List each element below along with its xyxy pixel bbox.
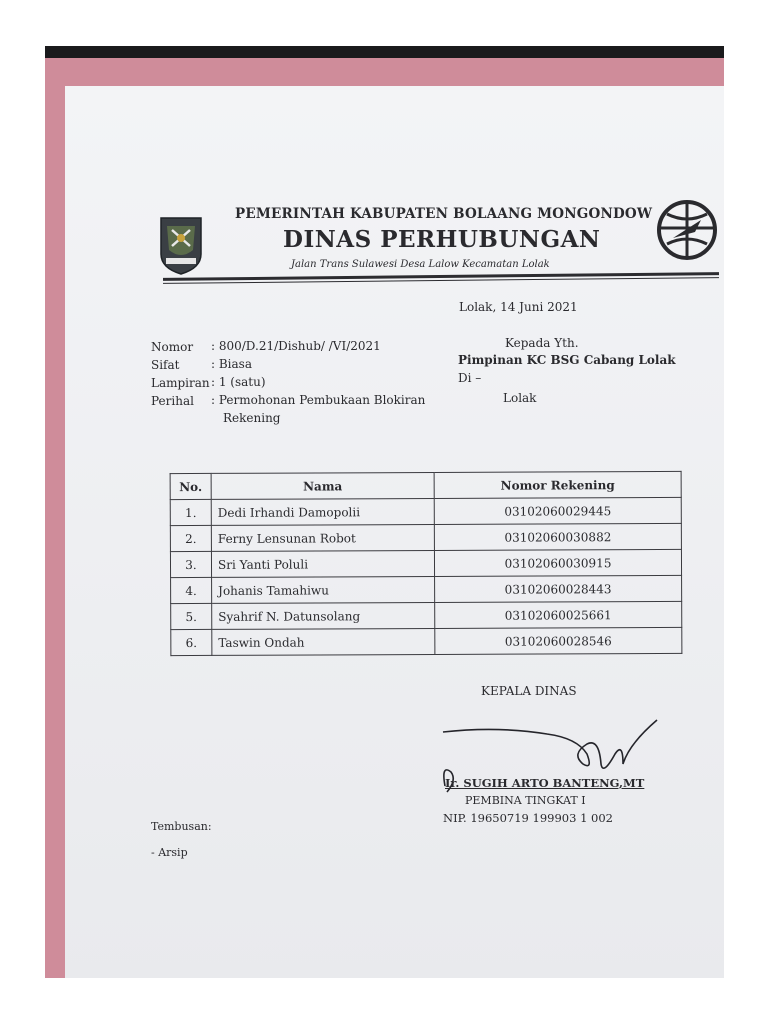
table-row [171,627,682,655]
cell-no: 5. [171,603,212,629]
photo-background [45,46,724,978]
meta-label-perihal: Perihal [151,394,194,408]
table-row [171,601,682,629]
recipient-greeting: Kepada Yth. [505,336,579,350]
cell-nama: Syahrif N. Datunsolang [212,602,435,629]
recipient-name: Pimpinan KC BSG Cabang Lolak [458,353,676,367]
cell-no: 2. [170,525,211,551]
cell-no: 6. [171,629,212,655]
regency-emblem-icon [157,216,205,276]
tembusan-label: Tembusan: [151,820,212,833]
cell-no: 3. [170,551,211,577]
cell-rekening: 03102060025661 [435,601,682,628]
table-row [170,523,681,551]
letter-page [65,86,724,978]
account-table [170,471,683,656]
table-row [170,497,681,525]
recipient-di: Di – [458,371,482,385]
meta-value-nomor: : 800/D.21/Dishub/ /VI/2021 [211,339,381,353]
cell-nama: Dedi Irhandi Damopolii [211,498,434,525]
meta-value-lampiran: : 1 (satu) [211,375,266,389]
cell-no: 1. [170,499,211,525]
tembusan-item: - Arsip [151,846,188,859]
cell-nama: Ferny Lensunan Robot [211,524,434,551]
meta-value-perihal-cont: Rekening [223,411,281,425]
signatory-nip: NIP. 19650719 199903 1 002 [443,811,613,825]
transport-globe-icon [655,198,719,262]
table-row [170,549,681,577]
header-no: No. [170,473,211,499]
cell-nama: Sri Yanti Poluli [211,550,434,577]
signature-title: KEPALA DINAS [481,684,577,698]
meta-label-sifat: Sifat [151,358,180,372]
table-header-row [170,471,681,499]
agency-name: DINAS PERHUBUNGAN [283,226,601,253]
cell-rekening: 03102060029445 [434,497,681,524]
meta-value-perihal: : Permohonan Pembukaan Blokiran [211,393,426,407]
signatory-rank: PEMBINA TINGKAT I [465,794,586,807]
header-rekening: Nomor Rekening [434,471,681,498]
meta-label-nomor: Nomor [151,340,194,354]
cell-rekening: 03102060028443 [435,575,682,602]
cell-nama: Johanis Tamahiwu [212,576,435,603]
meta-value-sifat: : Biasa [211,357,252,371]
government-name: PEMERINTAH KABUPATEN BOLAANG MONGONDOW [235,206,653,222]
meta-label-lampiran: Lampiran [151,376,210,390]
cell-rekening: 03102060030915 [434,549,681,576]
letter-date: Lolak, 14 Juni 2021 [459,300,578,314]
cell-rekening: 03102060028546 [435,627,682,654]
cell-rekening: 03102060030882 [434,523,681,550]
cell-nama: Taswin Ondah [212,628,435,655]
header-nama: Nama [211,472,434,499]
signatory-name: Ir. SUGIH ARTO BANTENG,MT [445,776,645,790]
agency-address: Jalan Trans Sulawesi Desa Lalow Kecamatan Lolak [291,259,550,270]
table-row [171,575,682,603]
cell-no: 4. [171,577,212,603]
recipient-place: Lolak [503,391,537,405]
